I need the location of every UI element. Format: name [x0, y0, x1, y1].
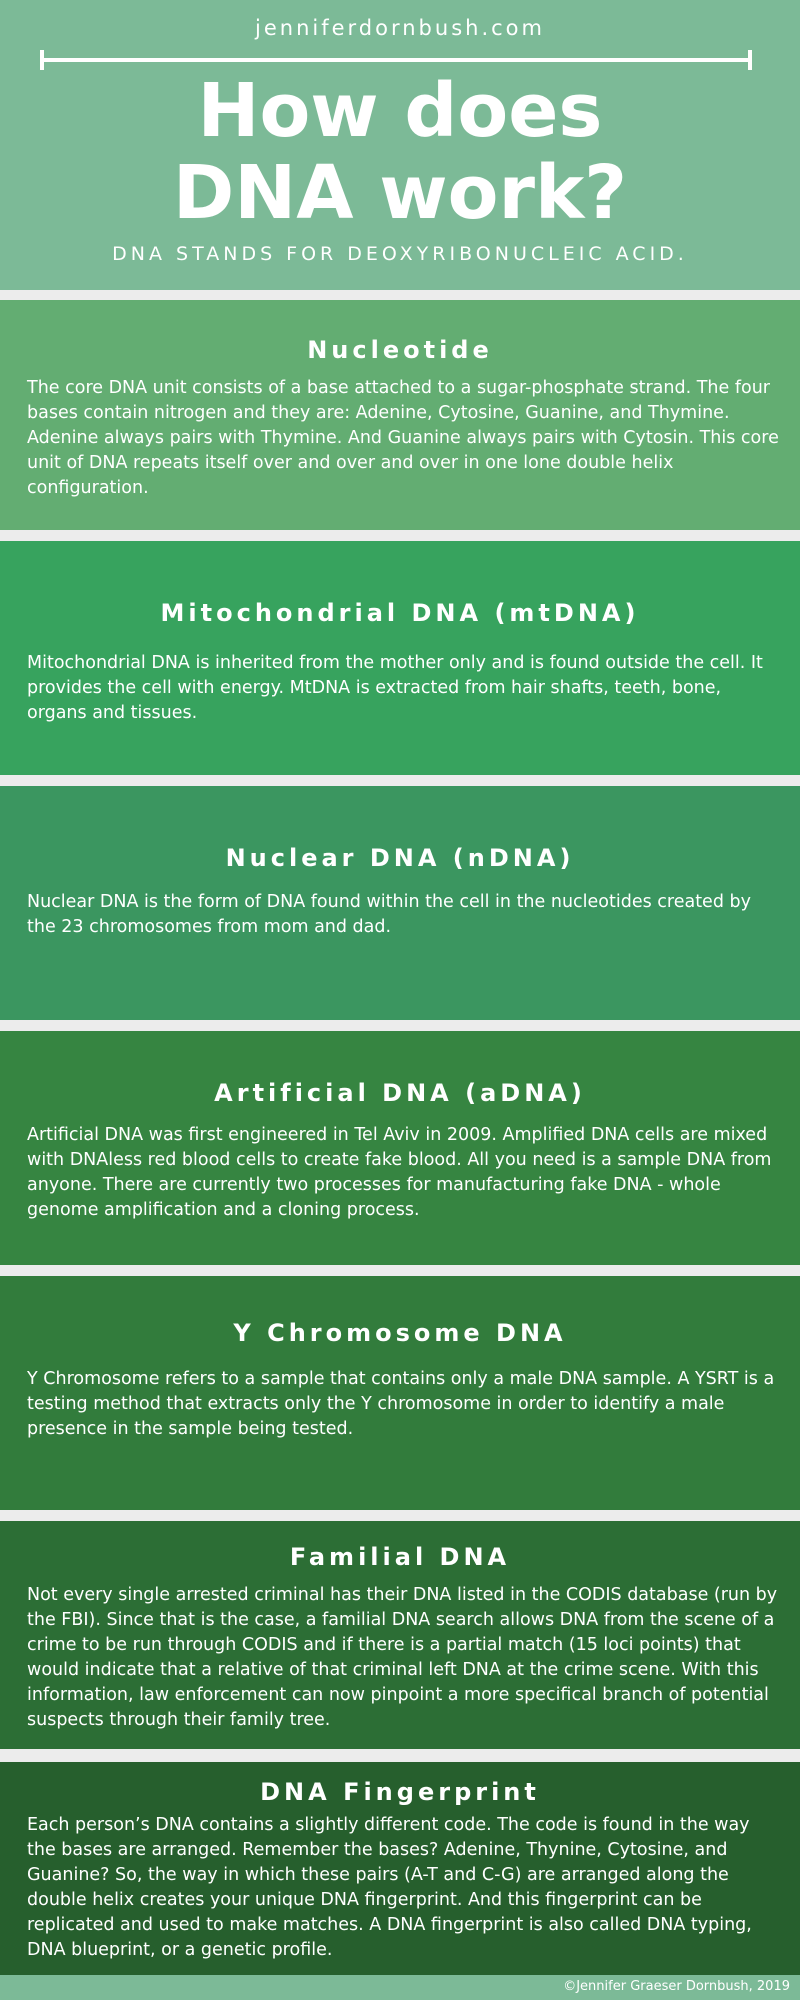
title-line-2: DNA work?	[172, 150, 628, 236]
header-banner	[0, 0, 800, 290]
section-body: Mitochondrial DNA is inherited from the mother only and is found outside the cell. It provides the cell with energy. MtDNA is extracted from hair shafts, teeth, bone, organs and tissues.	[27, 653, 763, 723]
section-nucleotide	[0, 300, 800, 530]
title-line-1: How does	[197, 68, 603, 154]
section-heading: Nuclear DNA (nDNA)	[225, 844, 575, 872]
section-heading: Familial DNA	[289, 1543, 511, 1571]
section-mitochondrial-dna	[0, 541, 800, 775]
section-heading: Mitochondrial DNA (mtDNA)	[160, 599, 640, 627]
section-nuclear-dna	[0, 786, 800, 1020]
section-body: Each person’s DNA contains a slightly different code. The code is found in the way the bases are arranged. Remember the bases? Adenine, Thynine, Cytosine, and Guanine? So, the way in which these pairs (A-T and C-G) are arranged along the double helix creates your unique DNA fingerprint. And this fingerprint can be replicated and used to make matches. A DNA fingerprint is also called DNA typing, DNA blueprint, or a genetic profile.	[27, 1815, 752, 1960]
page-title	[0, 70, 800, 234]
header-divider	[40, 58, 752, 62]
section-y-chromosome-dna	[0, 1276, 800, 1510]
section-heading: Artificial DNA (aDNA)	[214, 1079, 586, 1107]
section-heading: Y Chromosome DNA	[233, 1319, 567, 1347]
footer	[0, 1975, 800, 2000]
section-dna-fingerprint	[0, 1762, 800, 1975]
section-body: Artificial DNA was first engineered in Tel Aviv in 2009. Amplified DNA cells are mixed with DNAless red blood cells to create fake blood. All you need is a sample DNA from anyone. There are currently two processes for manufacturing fake DNA - whole genome amplification and a cloning process.	[27, 1125, 772, 1220]
section-body: Nuclear DNA is the form of DNA found within the cell in the nucleotides created by the 23 chromosomes from mom and dad.	[27, 892, 751, 937]
copyright-text: ©Jennifer Graeser Dornbush, 2019	[563, 1979, 790, 1994]
section-body: Not every single arrested criminal has their DNA listed in the CODIS database (run by the FBI). Since that is the case, a familial DNA search allows DNA from the scene of a crime to be run through CODIS and if there is a partial match (15 loci points) that would indicate that a relative of that criminal left DNA at the crime scene. With this information, law enforcement can now pinpoint a more specifical branch of potential suspects through their family tree.	[27, 1585, 778, 1730]
page-subtitle: DNA STANDS FOR DEOXYRIBONUCLEIC ACID.	[112, 243, 688, 265]
section-heading: DNA Fingerprint	[260, 1778, 540, 1806]
section-body: The core DNA unit consists of a base attached to a sugar-phosphate strand. The four bases contain nitrogen and they are: Adenine, Cytosine, Guanine, and Thymine. Adenine always pairs with Thymine. And Guanine always pairs with Cytosin. This core unit of DNA repeats itself over and over and over in one lone double helix configuration.	[27, 378, 779, 498]
site-url: jenniferdornbush.com	[255, 16, 545, 40]
section-body: Y Chromosome refers to a sample that contains only a male DNA sample. A YSRT is a testing method that extracts only the Y chromosome in order to identify a male presence in the sample being tested.	[27, 1369, 775, 1439]
section-heading: Nucleotide	[307, 336, 493, 364]
section-familial-dna	[0, 1521, 800, 1749]
section-artificial-dna	[0, 1031, 800, 1265]
